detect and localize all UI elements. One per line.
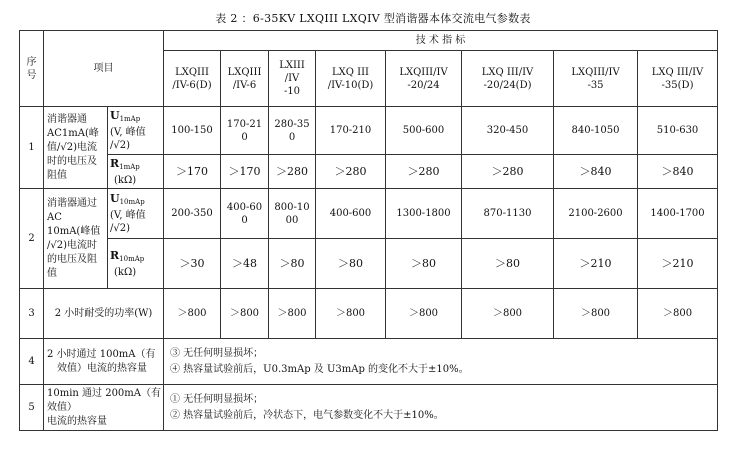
u2-symbol [110, 192, 161, 209]
table-row-1r [20, 155, 718, 189]
model-header-6 [462, 51, 554, 107]
r2-symbol-cell [108, 239, 164, 289]
model-header-4-line-1: LXQ III [332, 66, 369, 78]
seq-cell-2 [20, 189, 44, 289]
r1-sym-main: R [110, 156, 120, 170]
model-header-3-line-1: LXIII [279, 60, 305, 71]
r2-r-value-5: ＞80 [386, 239, 462, 289]
item-cell-3 [44, 289, 164, 339]
r2-u-value-7 [554, 189, 638, 239]
r2-r-value-1: ＞30 [164, 239, 221, 289]
u2-symbol-cell [108, 189, 164, 239]
r1-symbol-cell [108, 155, 164, 189]
r1-u-value-5 [386, 107, 462, 155]
seq-2: 2 [28, 233, 35, 244]
model-header-6-line-1: LXQ III/IV [481, 66, 534, 78]
r1-u-value-6-line-1: 320-450 [486, 125, 529, 136]
r3-value-7: ＞800 [554, 289, 638, 339]
r2-u-value-1-line-1: 200-350 [171, 208, 213, 219]
r1-sym-sub: 1mAp [119, 162, 140, 171]
model-header-2-line-1: LXQIII [227, 66, 262, 78]
item-4-line-2: 效值）电流的热容量 [57, 362, 147, 374]
r2-r-value-6: ＞80 [462, 239, 554, 289]
r2-r-value-8: ＞210 [638, 239, 718, 289]
model-header-3-line-2: /IV [284, 73, 300, 84]
r1-r-value-3: ＞280 [269, 155, 316, 189]
r1-u-value-2 [221, 107, 269, 155]
r2-u-value-5 [386, 189, 462, 239]
r2-unit: (kΩ) [114, 266, 137, 278]
r3-value-6: ＞800 [462, 289, 554, 339]
u2-unit-2: /√2) [110, 223, 131, 234]
r1-u-value-3-line-1: 280-35 [274, 118, 310, 130]
r3-value-8: ＞800 [638, 289, 718, 339]
r1-u-value-3 [269, 107, 316, 155]
item-cell-4 [44, 339, 164, 385]
u1-symbol [110, 109, 161, 126]
r1-r-value-6: ＞280 [462, 155, 554, 189]
r1-u-value-6 [462, 107, 554, 155]
r2-sym-sub: 10mAp [119, 254, 145, 263]
model-header-2 [221, 51, 269, 107]
r2-sym-main: R [110, 248, 120, 262]
item-r2-line-4: /√2)电流时 [47, 239, 98, 251]
model-header-4-line-2: /IV-10(D) [327, 79, 374, 91]
item-r1-line-5: 阻值 [47, 169, 67, 181]
r1-u-value-5-line-1: 500-600 [402, 125, 445, 136]
model-header-4 [316, 51, 386, 107]
r2-u-value-8 [638, 189, 718, 239]
r3-value-2: ＞800 [221, 289, 269, 339]
r2-u-value-7-line-1: 2100-2600 [568, 208, 623, 219]
item-r2-line-1: 消谐器通过 [47, 197, 97, 209]
r2-u-value-4 [316, 189, 386, 239]
model-header-1-line-1: LXQIII [175, 66, 209, 78]
r2-r-value-3: ＞80 [269, 239, 316, 289]
item-r1-line-3: 值/√2)电流 [47, 141, 98, 153]
r2-u-value-2-line-2: 0 [241, 214, 248, 226]
table-row-1u [20, 107, 718, 155]
model-header-5-line-1: LXQIII/IV [399, 66, 448, 78]
r2-u-value-6-line-1: 870-1130 [483, 208, 532, 219]
r1-r-value-4: ＞280 [316, 155, 386, 189]
seq-cell-3 [20, 289, 44, 339]
r2-u-value-4-line-1: 400-600 [329, 208, 372, 219]
caption-text: 表 2 ：6-35KV LXQIII LXQIV 型消谐器本体交流电气参数表 [215, 12, 531, 25]
r1-r-value-5: ＞280 [386, 155, 462, 189]
r3-value-4: ＞800 [316, 289, 386, 339]
model-header-7 [554, 51, 638, 107]
notes-cell-4 [164, 339, 718, 385]
model-header-2-line-2: /IV-6 [232, 79, 257, 91]
r1-u-value-2-line-1: 170-21 [226, 118, 263, 130]
seq-cell-1 [20, 107, 44, 189]
u1-sym-main: U [110, 109, 120, 122]
model-header-7-line-1: LXQIII/IV [571, 66, 620, 78]
r1-u-value-3-line-2: 0 [288, 131, 296, 143]
r1-u-value-2-line-2: 0 [241, 131, 248, 143]
item-r2-line-2: AC [47, 211, 62, 223]
seq-3: 3 [28, 308, 35, 319]
r1-unit: (kΩ) [114, 174, 137, 186]
note-4-1: ③ 无任何明显损坏； [170, 347, 264, 359]
table-row-5 [20, 385, 718, 431]
model-header-6-line-2: -20/24(D) [483, 79, 532, 91]
model-header-7-line-2: -35 [587, 79, 604, 91]
item-5-line-3: 电流的热容量 [47, 415, 107, 427]
r1-r-value-1: ＞170 [164, 155, 221, 189]
note-4-2: ④ 热容量试验前后，U0.3mAp 及 U3mAp 的变化不大于±10%。 [170, 363, 469, 375]
r2-u-value-6 [462, 189, 554, 239]
r1-r-value-2: ＞170 [221, 155, 269, 189]
item-5-line-1: 10min 通过 200mA（有 [47, 387, 161, 399]
table-row-3 [20, 289, 718, 339]
item-4-line-1: 2 小时通过 100mA（有 [47, 348, 156, 360]
item-r2-line-6: 值 [47, 267, 57, 279]
note-5-1: ① 无任何明显损坏； [170, 393, 264, 405]
u1-symbol-cell [108, 107, 164, 155]
group-header-text: 技 术 指 标 [415, 35, 466, 46]
u2-unit-1: (V, 峰值 [110, 210, 146, 221]
seq-header-text: 序号 [26, 56, 37, 81]
r3-value-1: ＞800 [164, 289, 221, 339]
model-header-8 [638, 51, 718, 107]
u2-sym-main: U [110, 192, 120, 205]
r2-u-value-2-line-1: 400-60 [226, 201, 263, 213]
item-header-text: 项目 [93, 63, 114, 74]
r1-u-value-1 [164, 107, 221, 155]
r1-u-value-1-line-1: 100-150 [171, 125, 213, 136]
parameter-table [19, 30, 718, 431]
seq-1: 1 [28, 142, 35, 153]
table-row-2r [20, 239, 718, 289]
r1-r-value-7: ＞840 [554, 155, 638, 189]
item-r1-line-4: 时的电压及 [47, 155, 97, 167]
r2-u-value-8-line-1: 1400-1700 [650, 208, 705, 219]
r2-u-value-5-line-1: 1300-1800 [396, 208, 451, 219]
item-r1-line-2: AC1mA(峰 [47, 127, 99, 139]
r2-r-value-2: ＞48 [221, 239, 269, 289]
seq-cell-4 [20, 339, 44, 385]
item-r2-line-5: 的电压及阻 [47, 253, 97, 265]
item-r2-line-3: 10mA(峰值 [47, 225, 101, 237]
model-header-8-line-2: -35(D) [661, 79, 694, 91]
model-header-5-line-2: -20/24 [407, 79, 440, 91]
item-cell-1 [44, 107, 108, 189]
r2-u-value-1 [164, 189, 221, 239]
header-row-1 [20, 31, 718, 51]
r1-u-value-7-line-1: 840-1050 [571, 125, 620, 136]
item-cell-2 [44, 189, 108, 289]
item-header [44, 31, 164, 107]
u2-sym-sub: 10mAp [119, 198, 145, 206]
item-cell-5 [44, 385, 164, 431]
seq-4: 4 [28, 356, 35, 367]
r1-u-value-8 [638, 107, 718, 155]
table-caption [0, 10, 746, 26]
notes-cell-5 [164, 385, 718, 431]
r1-r-value-8: ＞840 [638, 155, 718, 189]
r2-u-value-3-line-1: 800-10 [274, 201, 310, 213]
item-3-text: 2 小时耐受的功率(W) [54, 308, 153, 319]
model-header-1-line-2: /IV-6(D) [172, 79, 212, 91]
seq-header [20, 31, 44, 107]
r1-u-value-4-line-1: 170-210 [329, 125, 372, 136]
table-row-2u [20, 189, 718, 239]
seq-cell-5 [20, 385, 44, 431]
r2-u-value-3 [269, 189, 316, 239]
r2-r-value-4: ＞80 [316, 239, 386, 289]
r1-symbol [110, 157, 161, 174]
r1-u-value-7 [554, 107, 638, 155]
model-header-3 [269, 51, 316, 107]
u1-unit-2: /√2) [110, 140, 131, 151]
model-header-8-line-1: LXQ III/IV [651, 66, 704, 78]
u1-sym-sub: 1mAp [119, 115, 141, 123]
note-5-2: ② 热容量试验前后，冷状态下，电气参数变化不大于±10%。 [170, 409, 444, 421]
u1-unit-1: (V, 峰值 [110, 127, 146, 138]
r1-u-value-8-line-1: 510-630 [656, 125, 699, 136]
r2-r-value-7: ＞210 [554, 239, 638, 289]
r1-u-value-4 [316, 107, 386, 155]
r3-value-3: ＞800 [269, 289, 316, 339]
r3-value-5: ＞800 [386, 289, 462, 339]
r2-u-value-3-line-2: 00 [285, 214, 299, 226]
table-row-4 [20, 339, 718, 385]
model-header-1 [164, 51, 221, 107]
model-header-3-line-3: -10 [283, 86, 301, 97]
group-header [164, 31, 718, 51]
model-header-5 [386, 51, 462, 107]
seq-5: 5 [28, 402, 35, 413]
r2-u-value-2 [221, 189, 269, 239]
item-5-line-2: 效值） [47, 401, 77, 413]
r2-symbol [110, 249, 161, 266]
item-r1-line-1: 消谐器通 [47, 113, 87, 125]
